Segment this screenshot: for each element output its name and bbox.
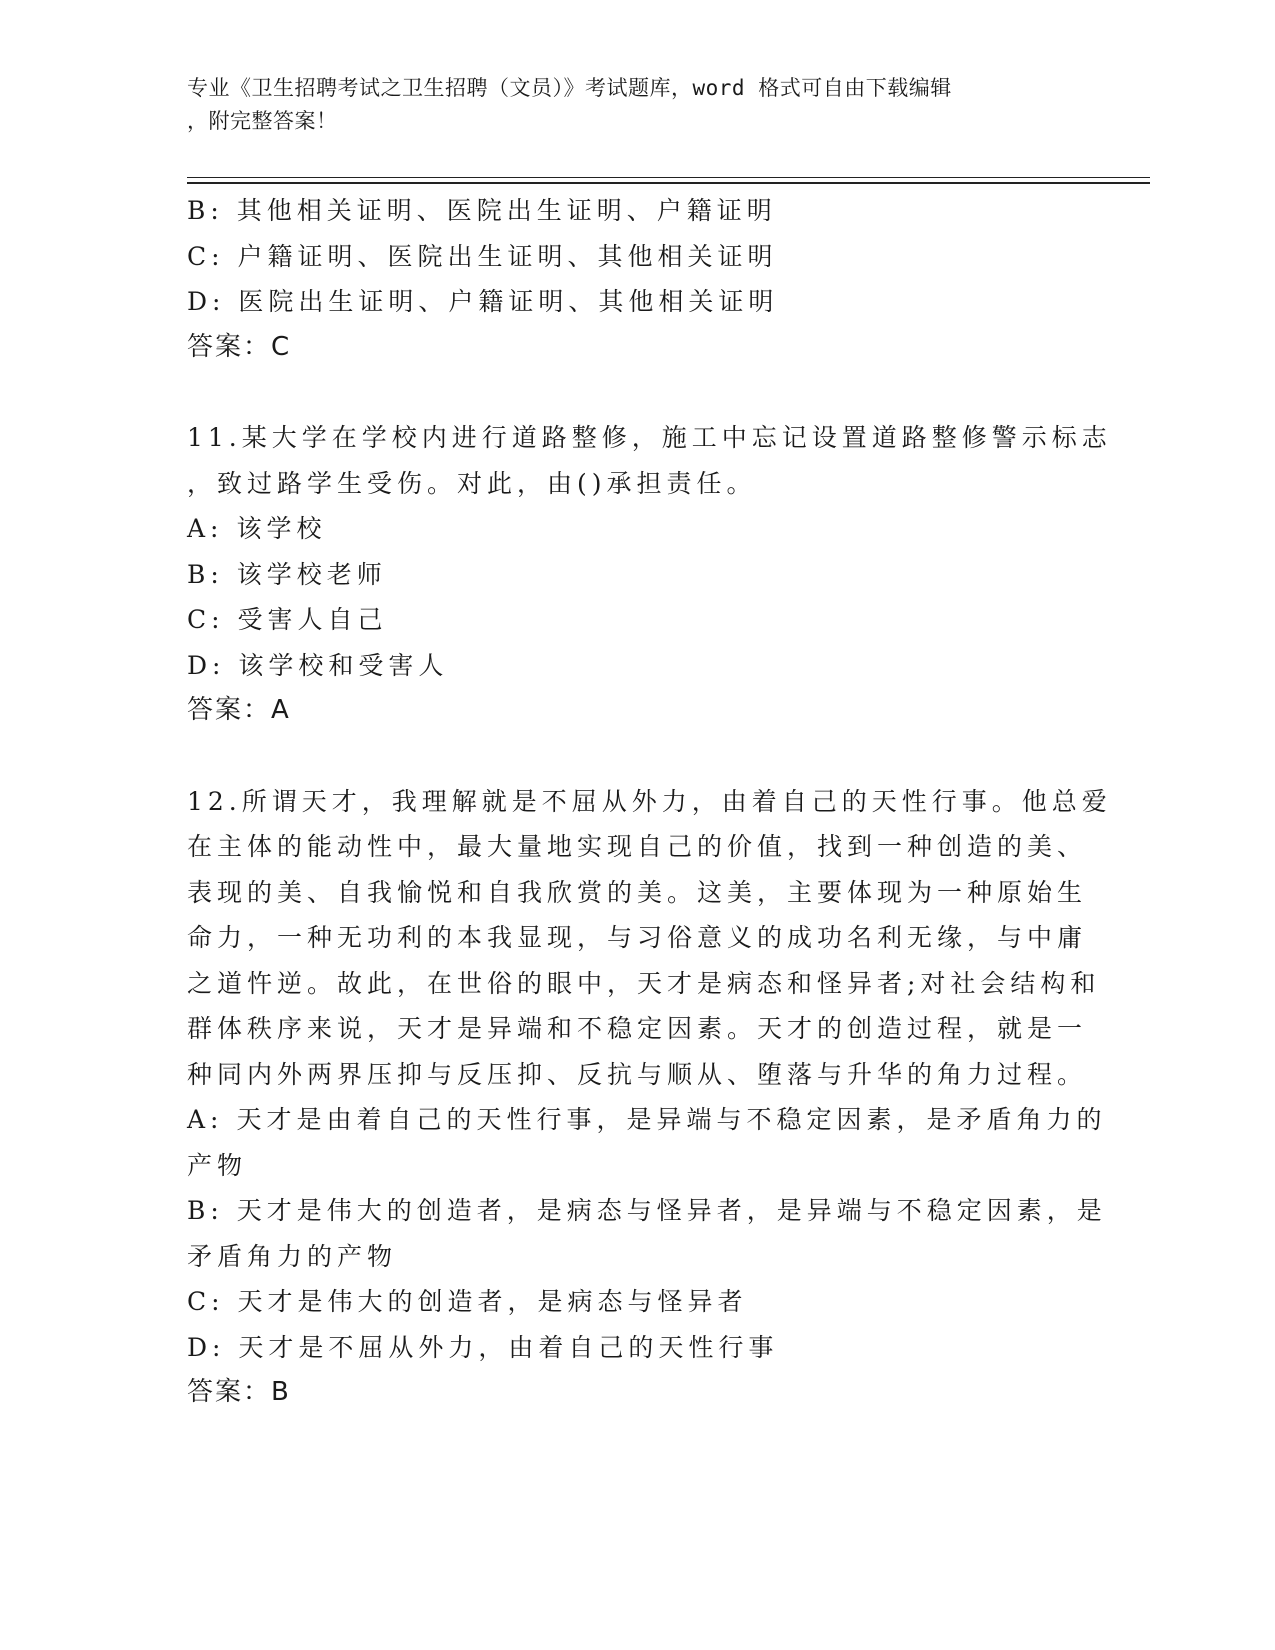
option-d: D: 天才是不屈从外力，由着自己的天性行事 bbox=[187, 1332, 779, 1362]
option-d: D: 医院出生证明、户籍证明、其他相关证明 bbox=[187, 287, 779, 316]
option-c: C: 天才是伟大的创造者，是病态与怪异者 bbox=[187, 1287, 748, 1316]
question-11 bbox=[187, 415, 1112, 734]
option-c: C: 受害人自己 bbox=[187, 605, 388, 634]
question-text-line: 命力，一种无功利的本我显现，与习俗意义的成功名利无缘，与中庸 bbox=[187, 923, 1088, 952]
question-12 bbox=[187, 779, 1112, 1416]
question-text-line: 群体秩序来说，天才是异端和不稳定因素。天才的创造过程，就是一 bbox=[187, 1014, 1088, 1043]
answer-line: 答案：C bbox=[187, 331, 291, 362]
option-c: C: 户籍证明、医院出生证明、其他相关证明 bbox=[187, 241, 778, 271]
question-text-line: 在主体的能动性中，最大量地实现自己的价值，找到一种创造的美、 bbox=[187, 832, 1088, 861]
option-a: A: 天才是由着自己的天性行事，是异端与不稳定因素，是矛盾角力的 产物 bbox=[187, 1105, 1107, 1180]
header-line-2: ，附完整答案！ bbox=[187, 109, 338, 133]
question-text-line: 种同内外两界压抑与反压抑、反抗与顺从、堕落与升华的角力过程。 bbox=[187, 1059, 1088, 1089]
prev-question bbox=[187, 188, 1067, 370]
document-body bbox=[187, 188, 1112, 1416]
question-text-line: 11.某大学在学校内进行道路整修，施工中忘记设置道路整修警示标志 bbox=[187, 423, 1112, 452]
question-text-line: 表现的美、自我愉悦和自我欣赏的美。这美，主要体现为一种原始生 bbox=[187, 877, 1088, 907]
option-d: D: 该学校和受害人 bbox=[187, 650, 449, 680]
header-rule-thick bbox=[187, 182, 1150, 184]
option-b: B: 该学校老师 bbox=[187, 559, 387, 589]
header-rule-thin bbox=[187, 177, 1150, 178]
header-line-1: 专业《卫生招聘考试之卫生招聘（文员）》考试题库，word 格式可自由下载编辑 bbox=[187, 76, 952, 100]
option-b: B: 天才是伟大的创造者，是病态与怪异者，是异端与不稳定因素，是 矛盾角力的产物 bbox=[187, 1196, 1107, 1271]
question-text-line: ，致过路学生受伤。对此，由()承担责任。 bbox=[187, 468, 757, 498]
answer-line: 答案：A bbox=[187, 695, 290, 725]
answer-line: 答案：B bbox=[187, 1377, 290, 1407]
option-a: A: 该学校 bbox=[187, 514, 327, 543]
page-header bbox=[187, 72, 1067, 138]
spacer bbox=[187, 370, 1067, 415]
question-text-line: 之道忤逆。故此，在世俗的眼中，天才是病态和怪异者;对社会结构和 bbox=[187, 968, 1101, 998]
option-b: B: 其他相关证明、医院出生证明、户籍证明 bbox=[187, 196, 777, 225]
spacer bbox=[187, 734, 1067, 779]
question-text-line: 12.所谓天才，我理解就是不屈从外力，由着自己的天性行事。他总爱 bbox=[187, 786, 1112, 816]
